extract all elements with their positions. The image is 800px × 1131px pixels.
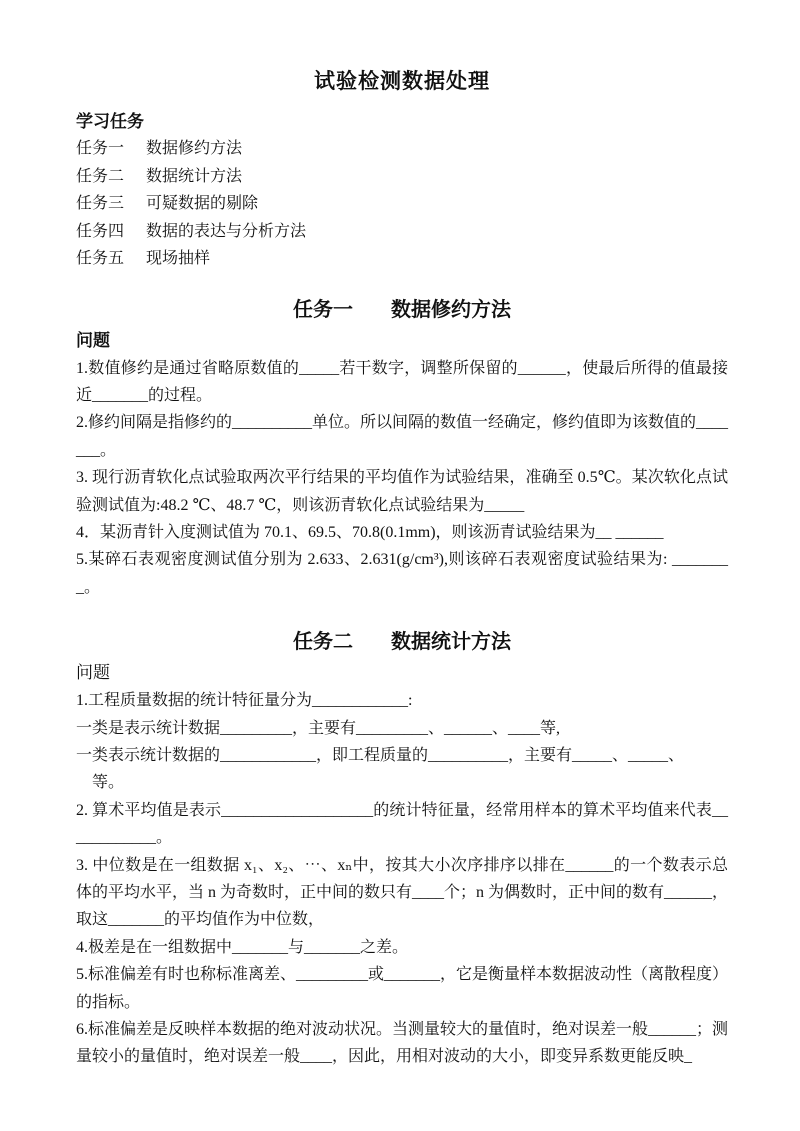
question-line: 2.修约间隔是指修约的__________单位。所以间隔的数值一经确定，修约值即为该数值的_______。 bbox=[76, 414, 729, 459]
list-item bbox=[76, 163, 728, 191]
task-title: 数据统计方法 bbox=[146, 167, 243, 185]
question-line: 3. 中位数是在一组数据 x₁、x₂、⋯、xₙ中，按其大小次序排序以排在______的一个数表示总体的平均水平，当 n 为奇数时，正中间的数只有____个；n 为偶数时，正中间的数有______，取这_______的平均值作为中位数， bbox=[76, 856, 729, 929]
question-line: 5.某碎石表观密度测试值分别为 2.633、2.631(g/cm³),则该碎石表观密度试验结果为: ________。 bbox=[76, 551, 728, 596]
list-item bbox=[76, 190, 728, 218]
question-line: 一类是表示统计数据_________，主要有_________、______、____等, bbox=[76, 719, 561, 737]
question-line: 4.极差是在一组数据中_______与_______之差。 bbox=[76, 938, 409, 956]
list-item bbox=[76, 135, 728, 163]
task-title: 数据修约方法 bbox=[146, 140, 243, 157]
question-line: 5.标准偏差有时也称标准离差、_________或_______，它是衡量样本数据波动性（离散程度）的指标。 bbox=[76, 966, 729, 1011]
task-title: 现场抽样 bbox=[146, 250, 211, 267]
section-heading-task2 bbox=[76, 627, 728, 657]
task-label: 任务二 bbox=[76, 167, 125, 185]
task-label: 任务五 bbox=[76, 250, 125, 267]
question-line: 一类表示统计数据的____________，即工程质量的__________，主要有_____、_____、 bbox=[76, 746, 685, 764]
problems-heading: 问题 bbox=[76, 330, 110, 350]
section-title: 数据统计方法 bbox=[391, 631, 511, 654]
section-title: 数据修约方法 bbox=[391, 298, 511, 321]
task-label: 任务四 bbox=[76, 222, 125, 240]
question-line: 6.标准偏差是反映样本数据的绝对波动状况。当测量较大的量值时，绝对误差一般______；测量较小的量值时，绝对误差一般____，因此，用相对波动的大小，即变异系数更能反映_ bbox=[76, 1021, 729, 1066]
question-line: 2. 算术平均值是表示___________________的统计特征量，经常用样本的算术平均值来代表____________。 bbox=[76, 801, 728, 847]
page-title: 试验检测数据处理 bbox=[314, 69, 490, 93]
question-line: 3. 现行沥青软化点试验取两次平行结果的平均值作为试验结果，准确至 0.5℃。某次软化点试验测试值为:48.2 ℃、48.7 ℃，则该沥青软化点试验结果为_____ bbox=[76, 469, 728, 514]
section-label: 任务一 bbox=[293, 298, 353, 321]
section-label: 任务二 bbox=[293, 631, 353, 654]
task-label: 任务一 bbox=[76, 140, 125, 157]
problems-heading: 问题 bbox=[76, 663, 110, 683]
list-item bbox=[76, 218, 728, 246]
list-item bbox=[76, 245, 728, 273]
task-title: 可疑数据的剔除 bbox=[146, 195, 259, 212]
question-line: 等。 bbox=[76, 774, 125, 792]
question-line: 1.工程质量数据的统计特征量分为____________: bbox=[76, 692, 413, 710]
question-line: 1.数值修约是通过省略原数值的_____若干数字，调整所保留的______，使最后所得的值最接近_______的过程。 bbox=[76, 359, 728, 404]
question-line: 4．某沥青针入度测试值为 70.1、69.5、70.8(0.1mm)，则该沥青试验结果为__ ______ bbox=[76, 523, 664, 541]
study-task-list bbox=[76, 135, 728, 273]
study-tasks-heading: 学习任务 bbox=[76, 112, 144, 131]
task-label: 任务三 bbox=[76, 195, 125, 212]
task-title: 数据的表达与分析方法 bbox=[146, 222, 307, 240]
section-heading-task1 bbox=[76, 295, 728, 325]
